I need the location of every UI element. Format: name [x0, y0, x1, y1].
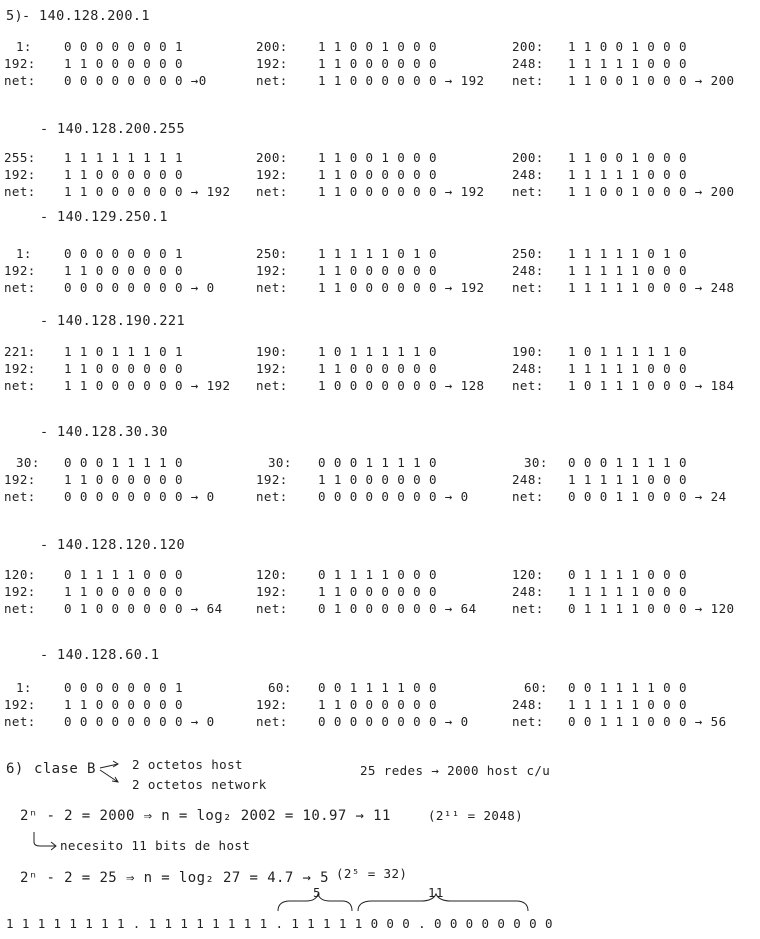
row-label: 250:	[512, 246, 544, 261]
subnet-mask-bits: 1 1 1 1 1 1 1 1 . 1 1 1 1 1 1 1 1 . 1 1 1 1 1 0 0 0 . 0 0 0 0 0 0 0 0	[6, 916, 553, 931]
binary-value: 1 0 1 1 1 1 1 0	[568, 344, 687, 359]
binary-value: 0 1 1 1 1 0 0 0	[318, 567, 437, 582]
row-label: 192:	[4, 167, 36, 182]
binary-value: 1 1 1 1 1 0 0 0	[568, 697, 687, 712]
row-label: 192:	[4, 263, 36, 278]
split-arrows-icon	[98, 760, 128, 790]
row-label: 200:	[512, 39, 544, 54]
binary-value: 1 1 0 0 0 0 0 0	[64, 472, 183, 487]
brace-label-5: 5	[313, 885, 321, 900]
binary-value: 1 1 0 0 0 0 0 0	[64, 584, 183, 599]
row-label: 192:	[4, 584, 36, 599]
binary-value: 0 0 0 0 0 0 0 0 → 0	[64, 280, 215, 295]
row-label: net:	[256, 601, 288, 616]
binary-value: 1 0 1 1 1 1 1 0	[318, 344, 437, 359]
row-label: net:	[4, 73, 36, 88]
row-label: net:	[256, 73, 288, 88]
binary-value: 0 0 0 1 1 1 1 0	[318, 455, 437, 470]
row-label: 192:	[256, 584, 288, 599]
binary-value: 1 1 1 1 1 0 0 0	[568, 167, 687, 182]
binary-value: 0 0 0 0 0 0 0 0 → 0	[318, 714, 469, 729]
address-header: - 140.128.200.255	[40, 121, 185, 137]
binary-value: 1 1 1 1 1 0 0 0	[568, 56, 687, 71]
row-label: 192:	[256, 361, 288, 376]
row-label: 120:	[256, 567, 288, 582]
row-label: 248:	[512, 56, 544, 71]
row-label: 1:	[16, 246, 32, 261]
binary-value: 1 1 0 0 1 0 0 0	[318, 150, 437, 165]
row-label: net:	[4, 714, 36, 729]
row-label: net:	[256, 184, 288, 199]
host-bits-check: (2¹¹ = 2048)	[428, 808, 524, 823]
binary-value: 1 1 0 0 1 0 0 0	[568, 150, 687, 165]
binary-value: 0 0 0 1 1 1 1 0	[568, 455, 687, 470]
row-label: 255:	[4, 150, 36, 165]
row-label: 192:	[256, 697, 288, 712]
binary-value: 0 0 0 0 0 0 0 0 →0	[64, 73, 207, 88]
address-header: - 140.128.200.1	[22, 8, 150, 24]
binary-value: 1 1 0 0 0 0 0 0 → 192	[318, 73, 485, 88]
binary-value: 1 1 0 0 0 0 0 0 → 192	[318, 280, 485, 295]
binary-value: 1 1 0 0 0 0 0 0	[318, 697, 437, 712]
row-label: 248:	[512, 697, 544, 712]
hook-arrow-icon	[30, 830, 60, 852]
row-label: net:	[512, 73, 544, 88]
binary-value: 1 1 1 1 1 0 1 0	[568, 246, 687, 261]
row-label: 60:	[524, 680, 548, 695]
binary-value: 1 1 0 0 0 0 0 0 → 192	[318, 184, 485, 199]
binary-value: 1 1 0 0 0 0 0 0	[64, 697, 183, 712]
row-label: 248:	[512, 472, 544, 487]
binary-value: 1 1 0 0 0 0 0 0	[318, 167, 437, 182]
binary-value: 1 1 1 1 1 0 1 0	[318, 246, 437, 261]
host-octets-note: 2 octetos host	[132, 757, 243, 772]
binary-value: 1 1 0 0 0 0 0 0	[318, 472, 437, 487]
binary-value: 1 1 0 0 0 0 0 0	[64, 263, 183, 278]
binary-value: 0 1 1 1 1 0 0 0	[64, 567, 183, 582]
binary-value: 1 1 0 0 0 0 0 0	[318, 361, 437, 376]
address-header: - 140.128.30.30	[40, 424, 168, 440]
binary-value: 0 0 0 0 0 0 0 1	[64, 246, 183, 261]
binary-value: 1 1 0 0 0 0 0 0	[64, 361, 183, 376]
row-label: net:	[4, 489, 36, 504]
binary-value: 1 1 1 1 1 0 0 0 → 248	[568, 280, 735, 295]
binary-value: 0 0 1 1 1 0 0 0 → 56	[568, 714, 727, 729]
binary-value: 1 1 0 0 1 0 0 0	[318, 39, 437, 54]
binary-value: 0 1 1 1 1 0 0 0 → 120	[568, 601, 735, 616]
exercise-5-label: 5)	[6, 8, 24, 24]
binary-value: 0 0 1 1 1 1 0 0	[318, 680, 437, 695]
address-header: - 140.129.250.1	[40, 209, 168, 225]
binary-value: 1 0 1 1 1 0 0 0 → 184	[568, 378, 735, 393]
row-label: 192:	[4, 361, 36, 376]
row-label: net:	[512, 378, 544, 393]
binary-value: 1 1 1 1 1 0 0 0	[568, 472, 687, 487]
row-label: 192:	[4, 56, 36, 71]
binary-value: 1 1 0 0 0 0 0 0	[318, 56, 437, 71]
binary-value: 1 1 1 1 1 0 0 0	[568, 584, 687, 599]
row-label: net:	[256, 714, 288, 729]
row-label: 192:	[4, 697, 36, 712]
row-label: 192:	[256, 167, 288, 182]
row-label: 192:	[256, 263, 288, 278]
row-label: 1:	[16, 680, 32, 695]
row-label: 192:	[4, 472, 36, 487]
host-bits-equation: 2ⁿ - 2 = 2000 ⇒ n = log₂ 2002 = 10.97 → 11	[20, 808, 391, 824]
row-label: 60:	[268, 680, 292, 695]
row-label: 192:	[256, 56, 288, 71]
address-header: - 140.128.190.221	[40, 313, 185, 329]
binary-value: 1 1 1 1 1 0 0 0	[568, 263, 687, 278]
binary-value: 0 0 0 0 0 0 0 1	[64, 680, 183, 695]
exercise-6-label: 6)	[6, 761, 24, 777]
binary-value: 0 1 0 0 0 0 0 0 → 64	[318, 601, 477, 616]
binary-value: 1 1 0 0 0 0 0 0 → 192	[64, 184, 231, 199]
row-label: 30:	[268, 455, 292, 470]
row-label: 120:	[4, 567, 36, 582]
binary-value: 1 1 0 0 1 0 0 0	[568, 39, 687, 54]
binary-value: 1 1 0 0 0 0 0 0 → 192	[64, 378, 231, 393]
row-label: net:	[256, 280, 288, 295]
row-label: net:	[512, 280, 544, 295]
row-label: 192:	[256, 472, 288, 487]
address-header: - 140.128.120.120	[40, 537, 185, 553]
binary-value: 1 0 0 0 0 0 0 0 → 128	[318, 378, 485, 393]
binary-value: 0 1 1 1 1 0 0 0	[568, 567, 687, 582]
binary-value: 1 1 1 1 1 0 0 0	[568, 361, 687, 376]
binary-value: 1 1 0 0 1 0 0 0 → 200	[568, 184, 735, 199]
binary-value: 0 0 0 1 1 1 1 0	[64, 455, 183, 470]
row-label: 221:	[4, 344, 36, 359]
host-bits-conclusion: necesito 11 bits de host	[60, 838, 251, 853]
row-label: net:	[256, 378, 288, 393]
class-b-label: clase B	[34, 761, 96, 777]
binary-value: 0 0 0 0 0 0 0 1	[64, 39, 183, 54]
networks-requirement: 25 redes → 2000 host c/u	[360, 763, 551, 778]
row-label: 30:	[16, 455, 40, 470]
row-label: net:	[512, 489, 544, 504]
row-label: 200:	[256, 150, 288, 165]
row-label: 190:	[256, 344, 288, 359]
network-octets-note: 2 octetos network	[132, 777, 267, 792]
row-label: net:	[512, 601, 544, 616]
row-label: 30:	[524, 455, 548, 470]
row-label: net:	[4, 378, 36, 393]
subnet-bits-check: (2⁵ = 32)	[336, 866, 408, 881]
brace-label-11: 11	[428, 885, 444, 900]
binary-value: 1 1 0 1 1 1 0 1	[64, 344, 183, 359]
binary-value: 0 0 1 1 1 1 0 0	[568, 680, 687, 695]
row-label: net:	[4, 184, 36, 199]
binary-value: 1 1 0 0 0 0 0 0	[318, 263, 437, 278]
row-label: 248:	[512, 584, 544, 599]
binary-value: 1 1 0 0 0 0 0 0	[64, 56, 183, 71]
binary-value: 1 1 0 0 0 0 0 0	[64, 167, 183, 182]
binary-value: 0 0 0 0 0 0 0 0 → 0	[64, 714, 215, 729]
binary-value: 0 0 0 0 0 0 0 0 → 0	[318, 489, 469, 504]
subnet-bits-equation: 2ⁿ - 2 = 25 ⇒ n = log₂ 27 = 4.7 → 5	[20, 870, 330, 886]
address-header: - 140.128.60.1	[40, 647, 160, 663]
row-label: net:	[4, 280, 36, 295]
row-label: 248:	[512, 167, 544, 182]
row-label: net:	[512, 714, 544, 729]
row-label: net:	[512, 184, 544, 199]
binary-value: 1 1 1 1 1 1 1 1	[64, 150, 183, 165]
row-label: 248:	[512, 361, 544, 376]
row-label: 250:	[256, 246, 288, 261]
binary-value: 1 1 0 0 1 0 0 0 → 200	[568, 73, 735, 88]
binary-value: 1 1 0 0 0 0 0 0	[318, 584, 437, 599]
row-label: 190:	[512, 344, 544, 359]
row-label: net:	[256, 489, 288, 504]
binary-value: 0 0 0 1 1 0 0 0 → 24	[568, 489, 727, 504]
binary-value: 0 1 0 0 0 0 0 0 → 64	[64, 601, 223, 616]
row-label: 200:	[256, 39, 288, 54]
row-label: 248:	[512, 263, 544, 278]
row-label: net:	[4, 601, 36, 616]
row-label: 120:	[512, 567, 544, 582]
row-label: 1:	[16, 39, 32, 54]
binary-value: 0 0 0 0 0 0 0 0 → 0	[64, 489, 215, 504]
row-label: 200:	[512, 150, 544, 165]
